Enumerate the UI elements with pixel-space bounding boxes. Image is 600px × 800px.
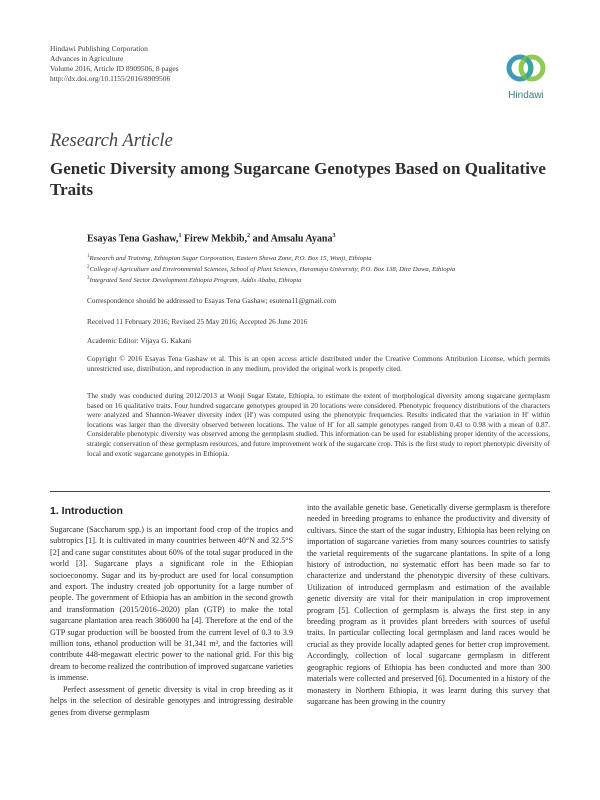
author-affil-mark: 1: [178, 233, 182, 239]
affiliation: [87, 254, 372, 262]
author-affil-mark: 2: [247, 233, 251, 239]
hindawi-logo: [496, 50, 556, 106]
journal-name: Advances in Agriculture: [50, 54, 124, 63]
section-divider: [50, 491, 550, 492]
affiliation-number: 1: [87, 254, 90, 259]
author-affil-mark: 3: [332, 233, 336, 239]
affiliation-text: Integrated Seed Sector Development Ethiopia Program, Addis Ababa, Ethiopia: [89, 277, 302, 285]
author-name: Esayas Tena Gashaw,: [87, 233, 179, 245]
affiliation: [87, 265, 455, 273]
section-heading: 1. Introduction: [50, 505, 123, 517]
article-type: Research Article: [50, 131, 173, 151]
logo-wordmark: Hindawi: [508, 90, 544, 101]
affiliation-number: 3: [87, 276, 90, 281]
affiliation-text: College of Agriculture and Environmental Sciences, School of Plant Sciences, Haramaya University, P.O. Box 138, Dire Dawa, Ethiopia: [89, 266, 456, 274]
affiliation-text: Research and Training, Ethiopian Sugar Corporation, Eastern Shewa Zone, P.O. Box 15, Wonji, Ethiopia: [89, 255, 372, 263]
correspondence-line: Correspondence should be addressed to Esayas Tena Gashaw; esutena11@gmail.com: [87, 296, 337, 305]
affiliation-number: 2: [87, 265, 90, 270]
author-name: and Amsalu Ayana: [250, 233, 333, 245]
author-name: Firew Mekbib,: [181, 233, 248, 245]
body-paragraph: Perfect assessment of genetic diversity is vital in crop breeding as it helps in the selection of desirable genotypes and introgressing desirable genes from diverse germplasm: [50, 684, 293, 717]
affiliation: [87, 276, 301, 284]
author-list: [87, 233, 335, 244]
journal-header: [50, 44, 179, 84]
abstract-text: The study was conducted during 2012/2013 at Wonji Sugar Estate, Ethiopia, to estimate the extent of morphological diversity among sugarcane germplasm based on 16 qualitative traits. Four hundred sugarcane genotypes grouped in 20 locations were considered. Phenotypic frequency distributions of the characters were analyzed and Shannon-Weaver diversity index (H′) was computed using the phenotypic frequencies. Results indicated that the variation in H′ within locations was larger than the diversity observed between locations. The value of H′ for all sample genotypes ranged from 0.43 to 0.98 with a mean of 0.87. Considerable phenotypic diversity was observed among the germplasm studied. This information can be used for establishing proper identity of the accessions, strategic conservation of these germplasm resources, and future improvement work of the sugarcane crop. This is the first study to report phenotypic diversity of local and exotic sugarcane genotypes in Ethiopia.: [87, 392, 550, 458]
article-title: Genetic Diversity among Sugarcane Genotypes Based on Qualitative Traits: [50, 159, 546, 199]
doi-link[interactable]: http://dx.doi.org/10.1155/2016/8909506: [50, 74, 171, 83]
publisher-name: Hindawi Publishing Corporation: [50, 44, 148, 53]
dates-line: Received 11 February 2016; Revised 25 May 2016; Accepted 26 June 2016: [87, 317, 308, 326]
body-column-right: [307, 502, 550, 707]
body-column-left: [50, 524, 293, 718]
volume-info: Volume 2016, Article ID 8909506, 8 pages: [50, 64, 179, 73]
body-paragraph: Sugarcane (Saccharum spp.) is an important food crop of the tropics and subtropics [1]. It is cultivated in many countries between 40°N and 32.5°S [2] and cane sugar constitutes about 60% of the total sugar produced in the world [3]. Sugarcane plays a significant role in the Ethiopian socioeconomy. Sugar and its by-product are used for local consumption and export. The industry created job opportunity for a large number of people. The government of Ethiopia has an ambition in the second growth and transformation (2015/2016–2020) plan (GTP) to make the total sugarcane plantation area reach 386000 ha [4]. Therefore at the end of the GTP sugar production will be boosted from the current level of 0.3 to 3.9 million tons, ethanol production will be 31,341 m³, and the factories will contribute 448-megawatt electric power to the national grid. For this big dream to become realized the contribution of improved sugarcane varieties is immense.: [50, 525, 293, 683]
body-paragraph: into the available genetic base. Genetically diverse germplasm is therefore needed in breeding programs to enhance the productivity and diversity of cultivars. Since the start of the sugar industry, Ethiopia has been relying on importation of sugarcane varieties from many sources countries to satisfy the varietal requirements of the sugarcane plantations. In spite of a long history of introduction, no systematic effort has been made so far to characterize and understand the phenotypic diversity of these cultivars. Utilization of introduced germplasm and estimation of the available genetic diversity are vital for their manipulation in crop improvement program [5]. Collection of germplasm is always the first step in any breeding program as it provides plant breeders with sources of useful traits. In particular collecting local germplasm and land races would be crucial as they provide locally adapted genes for better crop improvement. Accordingly, collection of local sugarcane germplasm in different geographic regions of Ethiopia has been conducted and more than 300 materials were collected and preserved [6]. Documented in a history of the monastery in Northern Ethiopia, it was learnt during this survey that sugarcane has been growing in the country: [307, 503, 550, 706]
hindawi-logo-icon: [496, 50, 556, 90]
academic-editor: Academic Editor: Vijaya G. Kakani: [87, 336, 192, 345]
copyright-notice: Copyright © 2016 Esayas Tena Gashaw et al. This is an open access article distributed under the Creative Commons Attribution License, which permits unrestricted use, distribution, and reproduction in any medium, provided the original work is properly cited.: [87, 354, 550, 374]
